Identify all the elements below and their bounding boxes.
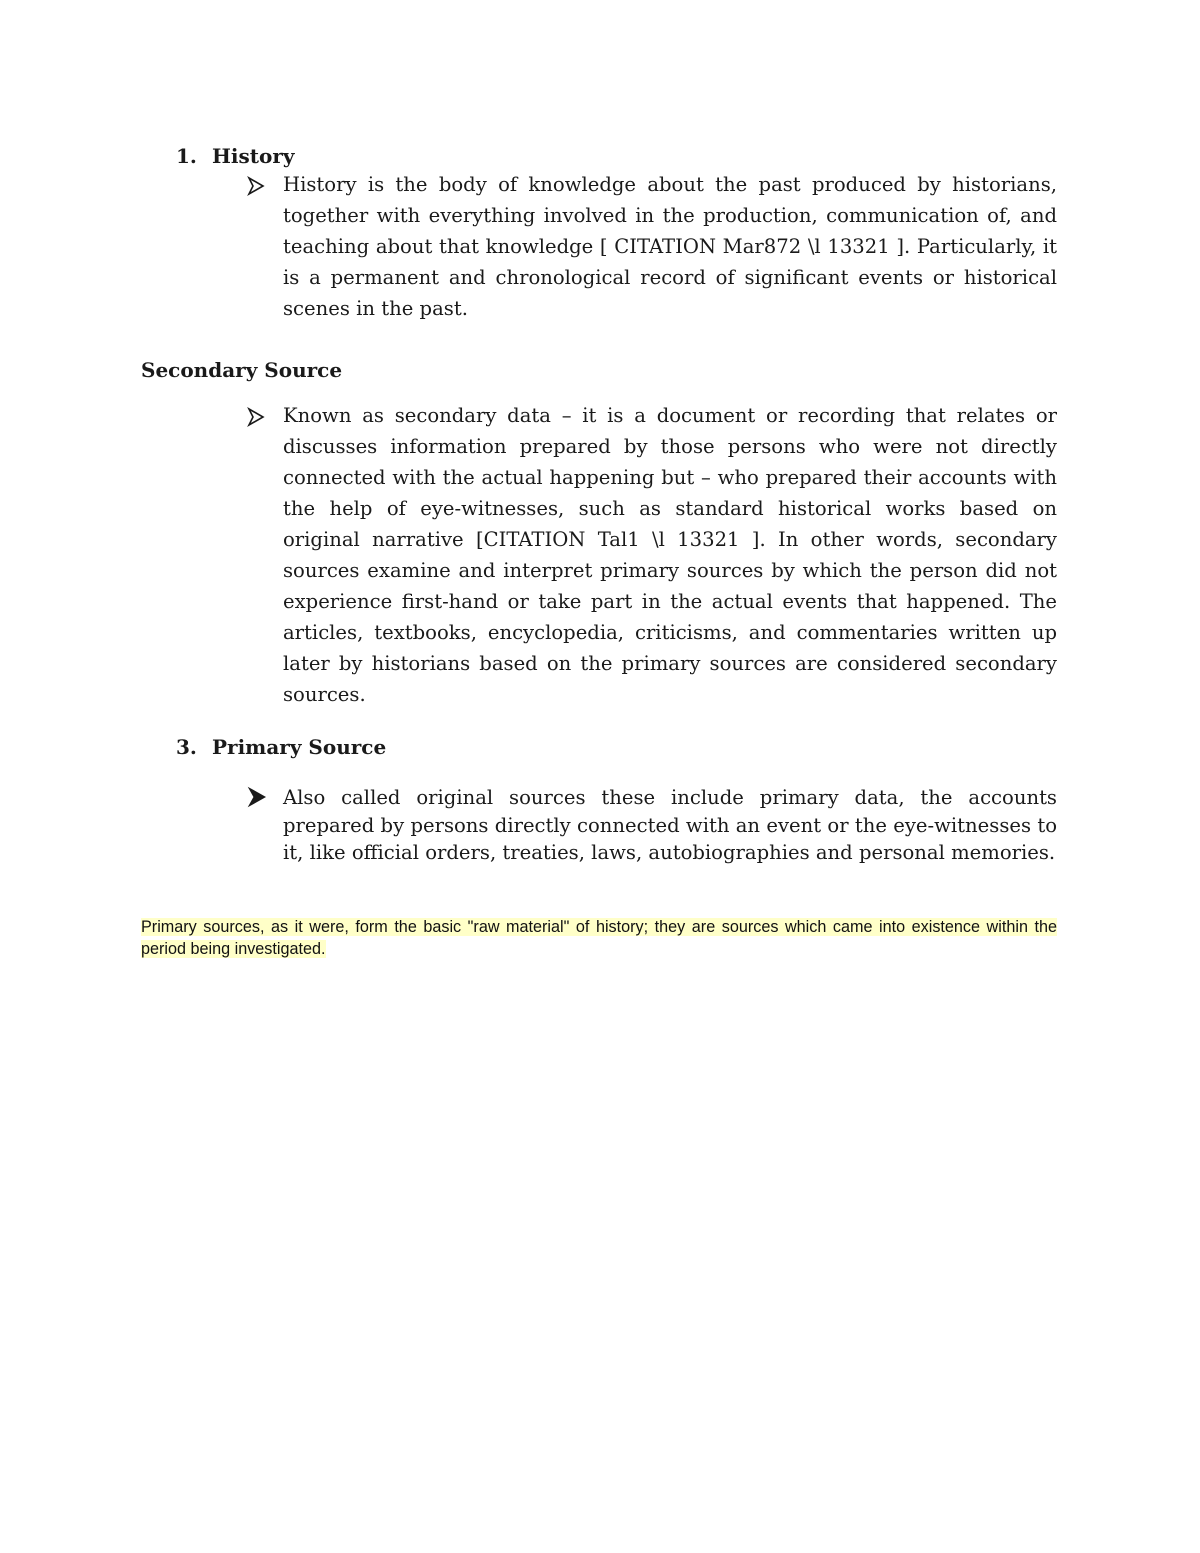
highlighted-note-text: Primary sources, as it were, form the basic "raw material" of history; they are sources which came into existence within the period being investigated.: [141, 918, 1057, 958]
primary-source-heading: [176, 734, 386, 760]
primary-source-title: Primary Source: [212, 735, 387, 759]
highlighted-note: [141, 916, 1057, 960]
secondary-source-title: Secondary Source: [141, 358, 343, 382]
primary-source-number: 3.: [176, 735, 197, 759]
secondary-source-paragraph: Known as secondary data – it is a document or recording that relates or discusses information prepared by those persons who were not directly connected with the actual happening but – who prepared their accounts with the help of eye-witnesses, such as standard historical works based on original narrative [CITATION Tal1 \l 13321 ]. In other words, secondary sources examine and interpret primary sources by which the person did not experience first-hand or take part in the actual events that happened. The articles, textbooks, encyclopedia, criticisms, and commentaries written up later by historians based on the primary sources are considered secondary sources.: [283, 404, 1057, 706]
history-paragraph: History is the body of knowledge about the past produced by historians, together with everything involved in the production, communication of, and teaching about that knowledge [ CITATION Mar872 \l 13321 ]. Particularly, it is a permanent and chronological record of significant events or historical scenes in the past.: [283, 173, 1057, 320]
secondary-source-heading: [141, 357, 342, 383]
history-number: 1.: [176, 144, 197, 168]
arrowhead-bullet-icon: [246, 786, 268, 808]
history-heading: [176, 143, 295, 169]
history-title: History: [212, 144, 295, 168]
primary-source-paragraph: Also called original sources these include primary data, the accounts prepared by persons directly connected with an event or the eye-witnesses to it, like official orders, treaties, laws, autobiographies and personal memories.: [283, 786, 1057, 864]
arrowhead-bullet-icon: [246, 175, 268, 197]
arrowhead-bullet-icon: [246, 406, 268, 428]
